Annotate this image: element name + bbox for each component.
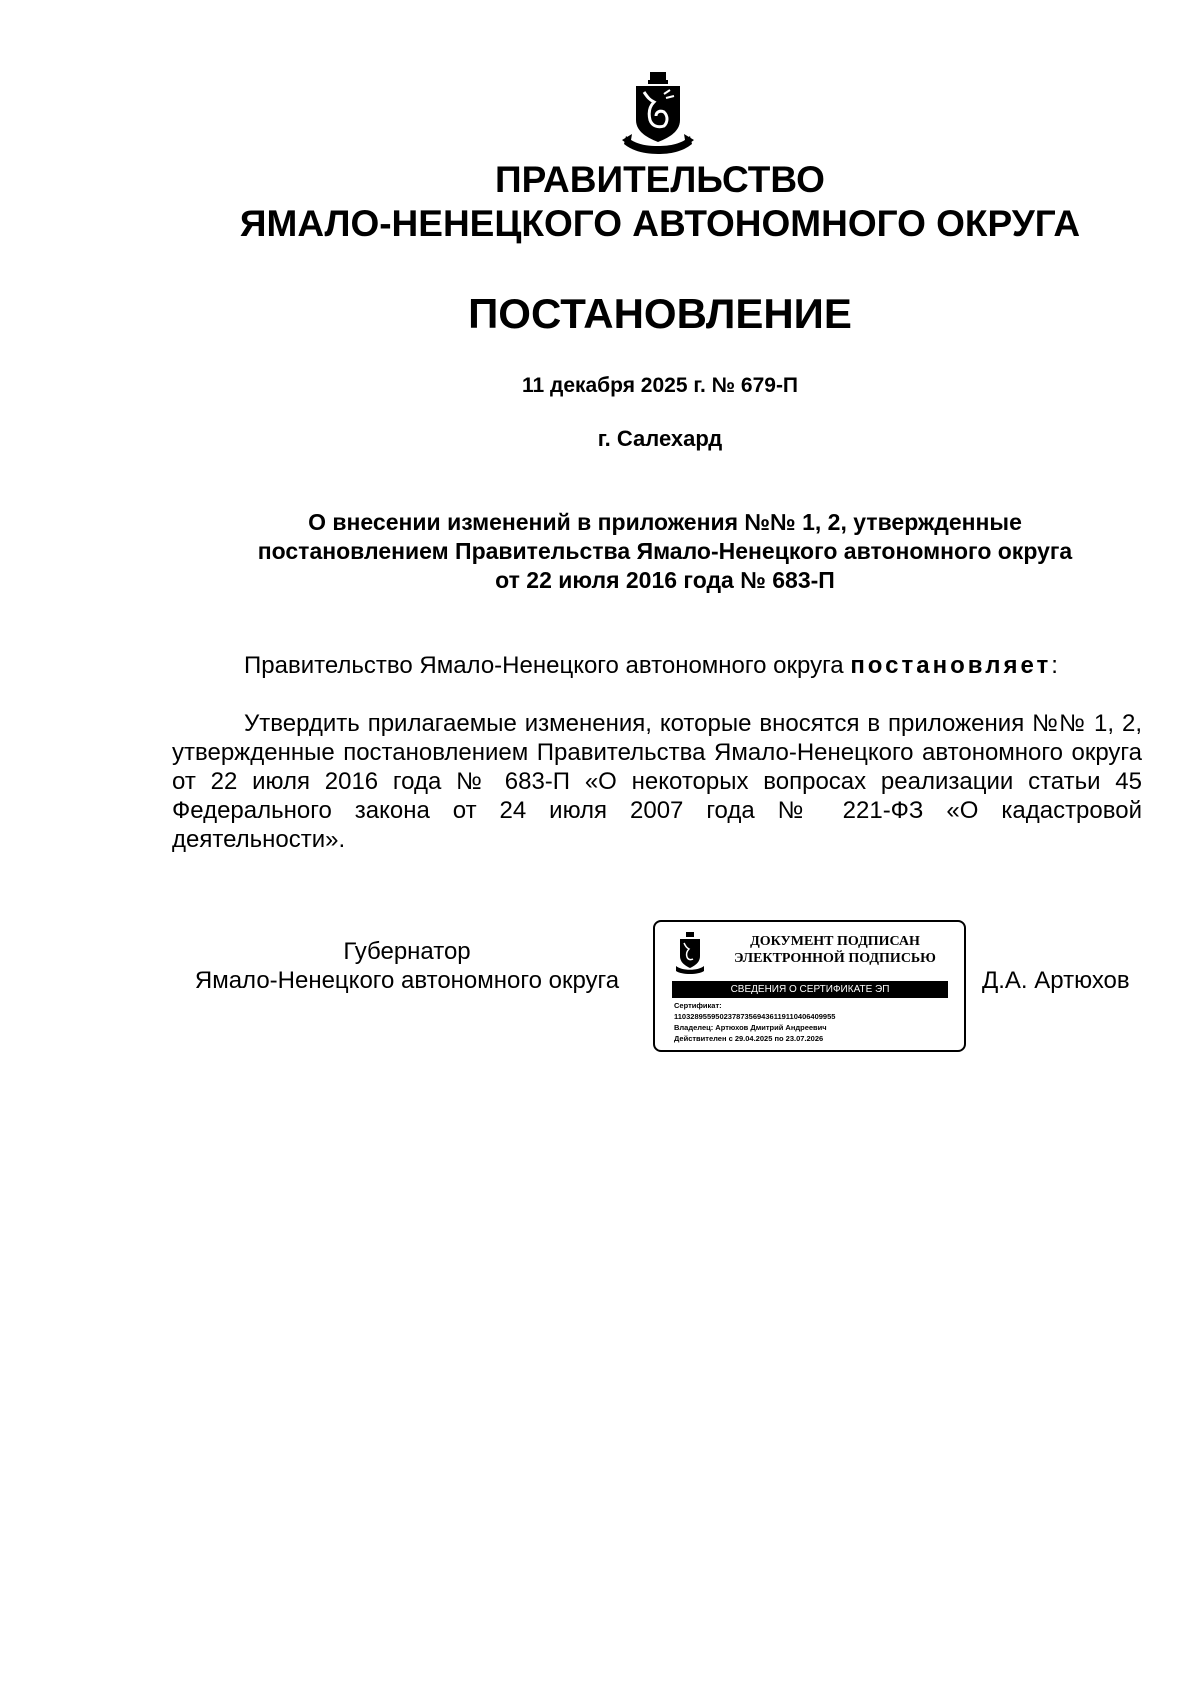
preamble-keyword: постановляет [850,652,1052,679]
coat-of-arms-icon [620,70,696,156]
signatory-name: Д.А. Артюхов [982,967,1130,994]
signatory-position-line2: Ямало-Ненецкого автономного округа [194,967,620,994]
document-date-number: 11 декабря 2025 г. № 679-П [521,374,799,397]
signatory-position-line1: Губернатор [343,938,471,965]
stamp-title-line1: ДОКУМЕНТ ПОДПИСАН [750,934,920,949]
certificate-details [674,1000,954,1044]
certificate-info-bar: СВЕДЕНИЯ О СЕРТИФИКАТЕ ЭП [672,981,948,998]
certificate-label: Сертификат: [674,1001,722,1010]
government-name-line1: ПРАВИТЕЛЬСТВО [495,159,825,200]
preamble-paragraph [172,651,1142,680]
electronic-signature-stamp [653,920,966,1052]
document-type: ПОСТАНОВЛЕНИЕ [468,290,852,337]
stamp-title [715,933,955,967]
subject-line: постановлением Правительства Ямало-Ненецкого автономного округа [257,538,1073,564]
certificate-owner: Владелец: Артюхов Дмитрий Андреевич [674,1023,827,1032]
certificate-number: 110328955950237873569436119110406409955 [674,1012,836,1021]
subject-line: О внесении изменений в приложения №№ 1, 2, утвержденные [308,509,1022,535]
document-subject [175,508,1155,595]
preamble-text: Правительство Ямало-Ненецкого автономного округа [244,652,851,679]
signatory-position [172,937,642,995]
preamble-end: : [1051,652,1058,679]
government-name-line2: ЯМАЛО-НЕНЕЦКОГО АВТОНОМНОГО ОКРУГА [239,203,1081,244]
resolution-paragraph: Утвердить прилагаемые изменения, которые вносятся в приложения №№ 1, 2, утвержденные постановлением Правительства Ямало-Ненецкого автономного округа от 22 июля 2016 года № 683-П «О некоторых вопросах реализации статьи 45 Федерального закона от 24 июля 2007 года № 221-ФЗ «О кадастровой деятельности». [172,710,1142,853]
subject-line: от 22 июля 2016 года № 683-П [495,567,835,593]
stamp-title-line2: ЭЛЕКТРОННОЙ ПОДПИСЬЮ [734,951,936,966]
coat-of-arms-icon [675,932,705,976]
document-city: г. Салехард [597,426,723,451]
certificate-validity: Действителен с 29.04.2025 по 23.07.2026 [674,1034,824,1043]
